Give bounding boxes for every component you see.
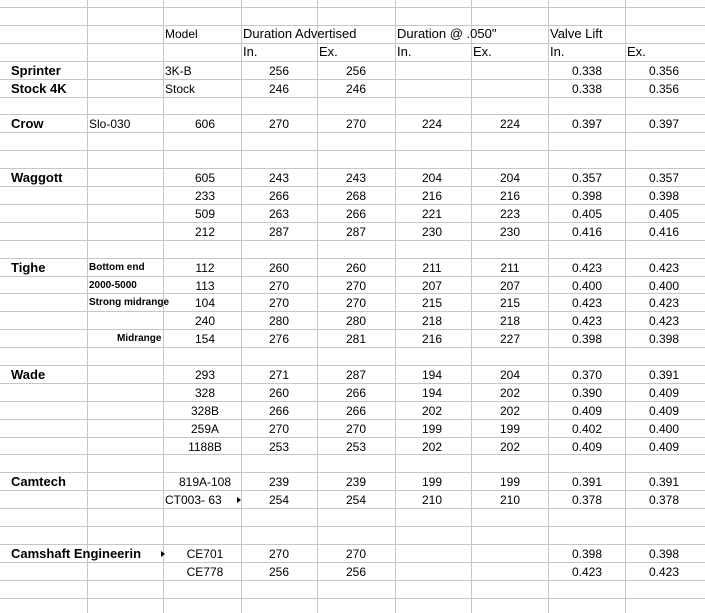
value-cell[interactable]: 0.423 <box>648 314 680 328</box>
value-cell[interactable]: 0.416 <box>648 225 680 239</box>
value-cell[interactable]: 270 <box>345 547 367 561</box>
model-cell[interactable]: CE701 <box>186 547 224 561</box>
manufacturer-cell[interactable]: Camshaft Engineerin <box>11 545 161 563</box>
value-cell[interactable]: 202 <box>421 440 443 454</box>
header-duration-050[interactable]: Duration @ .050" <box>397 26 497 41</box>
value-cell[interactable]: 0.423 <box>648 296 680 310</box>
value-cell[interactable]: 0.423 <box>648 261 680 275</box>
gridline-h <box>0 598 705 599</box>
value-cell[interactable]: 270 <box>268 422 290 436</box>
note-cell[interactable]: Midrange <box>117 333 162 344</box>
gridline-h <box>0 7 705 8</box>
value-cell[interactable]: 0.357 <box>648 171 680 185</box>
value-cell[interactable]: 268 <box>345 189 367 203</box>
value-cell[interactable]: 0.398 <box>648 547 680 561</box>
value-cell[interactable]: 194 <box>421 368 443 382</box>
value-cell[interactable]: 0.416 <box>571 225 603 239</box>
value-cell[interactable]: 270 <box>345 296 367 310</box>
note-cell[interactable]: Bottom end <box>89 262 145 273</box>
value-cell[interactable]: 287 <box>268 225 290 239</box>
value-cell[interactable]: 218 <box>421 314 443 328</box>
value-cell[interactable]: 218 <box>499 314 521 328</box>
header-dur-adv-in[interactable]: In. <box>243 44 258 59</box>
value-cell[interactable]: 276 <box>268 332 290 346</box>
value-cell[interactable]: 211 <box>422 261 442 275</box>
value-cell[interactable]: 0.356 <box>648 64 680 78</box>
value-cell[interactable]: 0.423 <box>571 314 603 328</box>
value-cell[interactable]: 0.409 <box>571 404 603 418</box>
value-cell[interactable]: 0.397 <box>648 117 680 131</box>
value-cell[interactable]: 202 <box>499 440 521 454</box>
value-cell[interactable]: 0.391 <box>571 475 603 489</box>
header-duration-advertised[interactable]: Duration Advertised <box>243 26 357 41</box>
manufacturer-cell[interactable]: Sprinter <box>11 63 61 78</box>
value-cell[interactable]: 199 <box>421 422 443 436</box>
header-dur-050-in[interactable]: In. <box>397 44 412 59</box>
value-cell[interactable]: 263 <box>268 207 290 221</box>
value-cell[interactable]: 216 <box>421 332 443 346</box>
value-cell[interactable]: 246 <box>345 82 367 96</box>
value-cell[interactable]: 256 <box>268 565 290 579</box>
value-cell[interactable]: 0.357 <box>571 171 603 185</box>
value-cell[interactable]: 0.391 <box>648 475 680 489</box>
value-cell[interactable]: 204 <box>499 171 521 185</box>
value-cell[interactable]: 270 <box>268 296 290 310</box>
value-cell[interactable]: 204 <box>499 368 521 382</box>
value-cell[interactable]: 0.397 <box>571 117 603 131</box>
value-cell[interactable]: 266 <box>345 207 367 221</box>
value-cell[interactable]: 243 <box>268 171 290 185</box>
note-cell[interactable]: Slo-030 <box>89 117 131 131</box>
value-cell[interactable]: 202 <box>421 404 443 418</box>
value-cell[interactable]: 227 <box>499 332 521 346</box>
value-cell[interactable]: 0.409 <box>571 440 603 454</box>
value-cell[interactable]: 223 <box>499 207 521 221</box>
header-lift-ex[interactable]: Ex. <box>627 44 646 59</box>
header-lift-in[interactable]: In. <box>550 44 565 59</box>
model-cell[interactable]: 328B <box>190 404 220 418</box>
value-cell[interactable]: 210 <box>499 493 521 507</box>
value-cell[interactable]: 0.400 <box>571 279 603 293</box>
value-cell[interactable]: 287 <box>345 368 367 382</box>
value-cell[interactable]: 210 <box>421 493 443 507</box>
value-cell[interactable]: 216 <box>499 189 521 203</box>
value-cell[interactable]: 266 <box>345 404 367 418</box>
value-cell[interactable]: 207 <box>421 279 443 293</box>
value-cell[interactable]: 0.405 <box>571 207 603 221</box>
value-cell[interactable]: 239 <box>268 475 290 489</box>
model-cell[interactable]: 259A <box>190 422 220 436</box>
value-cell[interactable]: 243 <box>345 171 367 185</box>
manufacturer-cell[interactable]: Wade <box>11 367 46 382</box>
value-cell[interactable]: 0.370 <box>571 368 603 382</box>
value-cell[interactable]: 256 <box>345 565 367 579</box>
value-cell[interactable]: 260 <box>345 261 367 275</box>
value-cell[interactable]: 230 <box>421 225 443 239</box>
value-cell[interactable]: 207 <box>499 279 521 293</box>
value-cell[interactable]: 0.423 <box>571 296 603 310</box>
value-cell[interactable]: 0.378 <box>648 493 680 507</box>
value-cell[interactable]: 211 <box>500 261 520 275</box>
value-cell[interactable]: 230 <box>499 225 521 239</box>
value-cell[interactable]: 0.398 <box>648 189 680 203</box>
value-cell[interactable]: 260 <box>268 386 290 400</box>
value-cell[interactable]: 287 <box>345 225 367 239</box>
manufacturer-cell[interactable]: Stock 4K <box>11 81 67 96</box>
value-cell[interactable]: 199 <box>499 475 521 489</box>
model-cell[interactable]: 3K-B <box>165 64 192 78</box>
gridline-h <box>0 150 705 151</box>
value-cell[interactable]: 0.402 <box>571 422 603 436</box>
model-cell[interactable]: 328 <box>194 386 216 400</box>
value-cell[interactable]: 0.409 <box>648 404 680 418</box>
manufacturer-cell[interactable]: Camtech <box>11 474 66 489</box>
value-cell[interactable]: 266 <box>345 386 367 400</box>
value-cell[interactable]: 199 <box>499 422 521 436</box>
value-cell[interactable]: 256 <box>268 64 290 78</box>
model-cell[interactable]: 113 <box>195 279 215 293</box>
value-cell[interactable]: 281 <box>345 332 367 346</box>
note-cell[interactable]: 2000-5000 <box>89 280 137 291</box>
value-cell[interactable]: 224 <box>499 117 521 131</box>
value-cell[interactable]: 254 <box>268 493 290 507</box>
header-model[interactable]: Model <box>165 27 198 41</box>
value-cell[interactable]: 270 <box>268 117 290 131</box>
model-cell[interactable]: 1188B <box>188 440 222 454</box>
value-cell[interactable]: 0.398 <box>571 547 603 561</box>
manufacturer-cell[interactable]: Tighe <box>11 260 46 275</box>
value-cell[interactable]: 0.423 <box>571 261 603 275</box>
value-cell[interactable]: 221 <box>421 207 443 221</box>
value-cell[interactable]: 270 <box>345 422 367 436</box>
gridline-v <box>625 0 626 613</box>
value-cell[interactable]: 0.356 <box>648 82 680 96</box>
truncation-arrow-icon <box>237 497 241 503</box>
model-cell[interactable]: 233 <box>194 189 216 203</box>
value-cell[interactable]: 266 <box>268 404 290 418</box>
value-cell[interactable]: 271 <box>268 368 290 382</box>
value-cell[interactable]: 270 <box>345 279 367 293</box>
header-dur-050-ex[interactable]: Ex. <box>473 44 492 59</box>
value-cell[interactable]: 260 <box>268 261 290 275</box>
value-cell[interactable]: 202 <box>499 404 521 418</box>
model-cell[interactable]: 240 <box>194 314 216 328</box>
value-cell[interactable]: 0.391 <box>648 368 680 382</box>
value-cell[interactable]: 0.400 <box>648 422 680 436</box>
model-cell[interactable]: 606 <box>194 117 216 131</box>
value-cell[interactable]: 270 <box>268 279 290 293</box>
value-cell[interactable]: 256 <box>345 64 367 78</box>
model-cell[interactable]: Stock <box>165 82 196 96</box>
model-cell[interactable]: 212 <box>194 225 216 239</box>
value-cell[interactable]: 215 <box>499 296 521 310</box>
value-cell[interactable]: 239 <box>345 475 367 489</box>
value-cell[interactable]: 253 <box>268 440 290 454</box>
value-cell[interactable]: 253 <box>345 440 367 454</box>
value-cell[interactable]: 0.398 <box>571 332 603 346</box>
model-cell[interactable]: CT003- 63 <box>165 491 241 509</box>
gridline-v <box>548 0 549 613</box>
value-cell[interactable]: 0.338 <box>571 82 603 96</box>
value-cell[interactable]: 0.400 <box>648 279 680 293</box>
value-cell[interactable]: 0.409 <box>648 386 680 400</box>
value-cell[interactable]: 0.405 <box>648 207 680 221</box>
value-cell[interactable]: 0.409 <box>648 440 680 454</box>
value-cell[interactable]: 266 <box>268 189 290 203</box>
gridline-v <box>317 0 318 613</box>
value-cell[interactable]: 0.423 <box>571 565 603 579</box>
manufacturer-cell[interactable]: Crow <box>11 116 44 131</box>
value-cell[interactable]: 216 <box>421 189 443 203</box>
model-cell[interactable]: 112 <box>195 261 215 275</box>
value-cell[interactable]: 0.398 <box>648 332 680 346</box>
value-cell[interactable]: 0.423 <box>648 565 680 579</box>
value-cell[interactable]: 270 <box>268 547 290 561</box>
value-cell[interactable]: 280 <box>345 314 367 328</box>
gridline-v <box>471 0 472 613</box>
value-cell[interactable]: 0.398 <box>571 189 603 203</box>
value-cell[interactable]: 280 <box>268 314 290 328</box>
model-cell[interactable]: 819A-108 <box>178 475 232 489</box>
value-cell[interactable]: 202 <box>499 386 521 400</box>
gridline-h <box>0 526 705 527</box>
value-cell[interactable]: 0.390 <box>571 386 603 400</box>
value-cell[interactable]: 194 <box>421 386 443 400</box>
model-cell[interactable]: 293 <box>194 368 216 382</box>
value-cell[interactable]: 224 <box>421 117 443 131</box>
gridline-v <box>241 0 242 613</box>
header-valve-lift[interactable]: Valve Lift <box>550 26 603 41</box>
value-cell[interactable]: 0.378 <box>571 493 603 507</box>
header-dur-adv-ex[interactable]: Ex. <box>319 44 338 59</box>
value-cell[interactable]: 199 <box>421 475 443 489</box>
model-cell[interactable]: 154 <box>194 332 216 346</box>
gridline-v <box>395 0 396 613</box>
model-cell[interactable]: 605 <box>194 171 216 185</box>
note-cell[interactable]: Strong midrange <box>89 297 170 308</box>
value-cell[interactable]: 0.338 <box>571 64 603 78</box>
model-cell[interactable]: 509 <box>194 207 216 221</box>
value-cell[interactable]: 204 <box>421 171 443 185</box>
value-cell[interactable]: 270 <box>345 117 367 131</box>
value-cell[interactable]: 246 <box>268 82 290 96</box>
model-cell[interactable]: CE778 <box>186 565 224 579</box>
value-cell[interactable]: 254 <box>345 493 367 507</box>
value-cell[interactable]: 215 <box>421 296 443 310</box>
model-cell[interactable]: 104 <box>194 296 216 310</box>
manufacturer-cell[interactable]: Waggott <box>11 170 63 185</box>
